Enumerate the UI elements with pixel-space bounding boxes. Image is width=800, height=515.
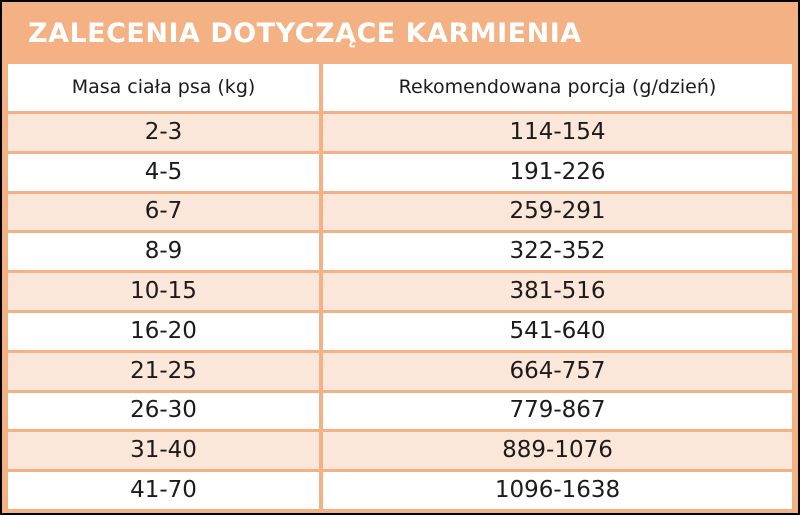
portion-range-cell: 381-516 bbox=[323, 273, 792, 310]
column-header-dog-weight: Masa ciała psa (kg) bbox=[8, 64, 319, 111]
weight-range-cell: 8-9 bbox=[8, 233, 319, 270]
weight-range-cell: 31-40 bbox=[8, 432, 319, 469]
portion-range-cell: 322-352 bbox=[323, 233, 792, 270]
weight-range-cell: 4-5 bbox=[8, 154, 319, 191]
portion-range-cell: 889-1076 bbox=[323, 432, 792, 469]
weight-range-cell: 21-25 bbox=[8, 353, 319, 390]
table-row bbox=[8, 432, 792, 469]
weight-range-cell: 2-3 bbox=[8, 114, 319, 151]
table-row bbox=[8, 194, 792, 231]
weight-range-cell: 41-70 bbox=[8, 472, 319, 509]
table-row bbox=[8, 233, 792, 270]
portion-range-cell: 541-640 bbox=[323, 313, 792, 350]
table-row bbox=[8, 273, 792, 310]
table-row bbox=[8, 313, 792, 350]
title-band bbox=[2, 2, 798, 64]
table-row bbox=[8, 114, 792, 151]
weight-range-cell: 10-15 bbox=[8, 273, 319, 310]
portion-range-cell: 779-867 bbox=[323, 393, 792, 430]
portion-range-cell: 191-226 bbox=[323, 154, 792, 191]
portion-range-cell: 664-757 bbox=[323, 353, 792, 390]
table-row bbox=[8, 353, 792, 390]
column-header-portion: Rekomendowana porcja (g/dzień) bbox=[323, 64, 792, 111]
data-table bbox=[8, 64, 792, 509]
weight-range-cell: 6-7 bbox=[8, 194, 319, 231]
table-row bbox=[8, 154, 792, 191]
table-row bbox=[8, 472, 792, 509]
table-header-row bbox=[8, 64, 792, 111]
table-row bbox=[8, 393, 792, 430]
weight-range-cell: 26-30 bbox=[8, 393, 319, 430]
page-title: ZALECENIA DOTYCZĄCE KARMIENIA bbox=[28, 17, 582, 49]
portion-range-cell: 1096-1638 bbox=[323, 472, 792, 509]
weight-range-cell: 16-20 bbox=[8, 313, 319, 350]
portion-range-cell: 259-291 bbox=[323, 194, 792, 231]
portion-range-cell: 114-154 bbox=[323, 114, 792, 151]
